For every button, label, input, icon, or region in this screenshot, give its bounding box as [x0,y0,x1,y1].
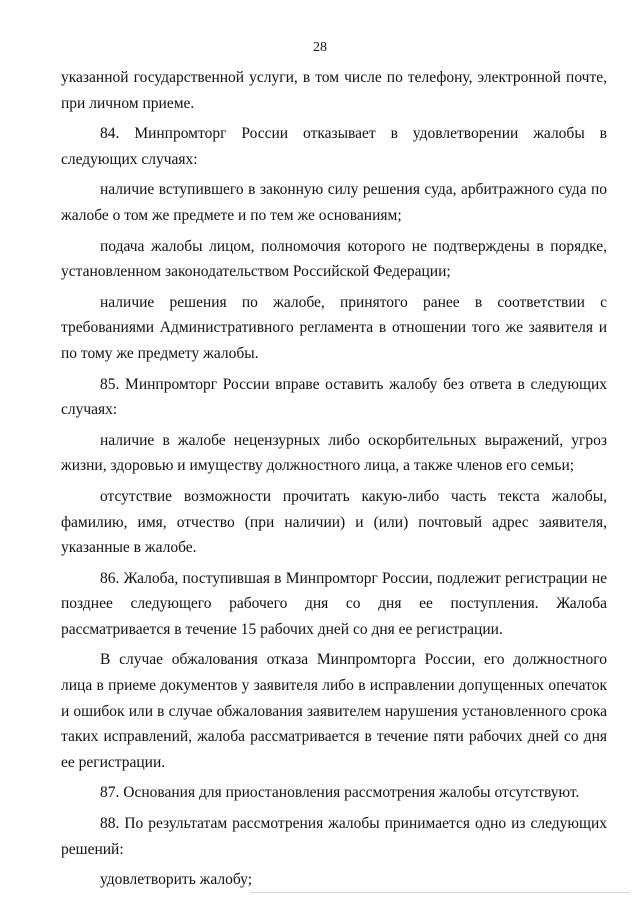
paragraph: наличие в жалобе нецензурных либо оскорбительных выражений, угроз жизни, здоровью и имуществу должностного лица, а также членов его семьи; [61,431,607,475]
document-body [61,65,607,898]
paragraph: 88. По результатам рассмотрения жалобы принимается одно из следующих решений: [61,815,607,858]
paragraph: отсутствие возможности прочитать какую-либо часть текста жалобы, фамилию, имя, отчество (при наличии) и (или) почтовый адрес заявителя, указанные в жалобе. [61,487,607,557]
paragraph: 87. Основания для приостановления рассмотрения жалобы отсутствуют. [100,784,580,802]
paragraph: подача жалобы лицом, полномочия которого не подтверждены в порядке, установленном законодательством Российской Федерации; [61,237,607,281]
paragraph: В случае обжалования отказа Минпромторга России, его должностного лица в приеме документов у заявителя либо в исправлении допущенных опечаток и ошибок или в случае обжалования заявителем нарушения установленного срока таких исправлений, жалоба рассматривается в течение пяти рабочих дней со дня ее регистрации. [61,651,607,771]
scan-edge-line [250,892,630,893]
paragraph: 84. Минпромторг России отказывает в удовлетворении жалобы в следующих случаях: [61,125,607,168]
paragraph: наличие вступившего в законную силу решения суда, арбитражного суда по жалобе о том же предмете и по тем же основаниям; [61,181,607,224]
paragraph: 85. Минпромторг России вправе оставить жалобу без ответа в следующих случаях: [61,375,607,419]
page-number: 28 [313,40,327,55]
paragraph: 86. Жалоба, поступившая в Минпромторг России, подлежит регистрации не позднее следующего рабочего дня со дня ее поступления. Жалоба рассматривается в течение 15 рабочих дней со дня ее регистрации. [61,569,607,638]
paragraph: наличие решения по жалобе, принятого ранее в соответствии с требованиями Административного регламента в отношении того же заявителя и по тому же предмету жалобы. [61,293,607,362]
paragraph: указанной государственной услуги, в том числе по телефону, электронной почте, при личном приеме. [61,69,607,112]
paragraph: удовлетворить жалобу; [100,871,252,889]
